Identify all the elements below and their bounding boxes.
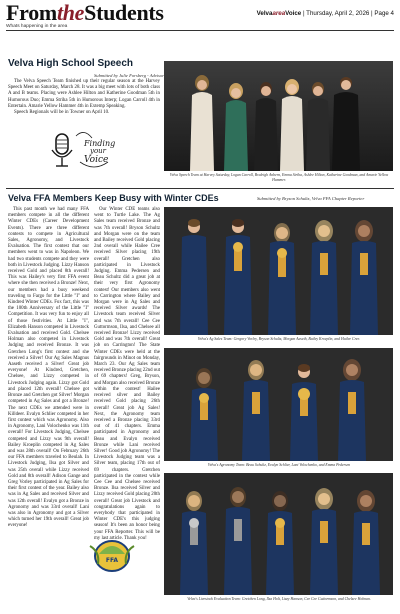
livestock-photo xyxy=(164,473,393,595)
section-title xyxy=(6,0,164,26)
brand-a: Velva xyxy=(256,10,273,17)
title-the: the xyxy=(56,0,85,25)
section-rule xyxy=(6,188,394,189)
caption-agronomy: Velva's Agronomy Team: Beau Schultz, Evalyn Schlier, Lani Volochenko, and Emma Pedersen xyxy=(207,463,351,467)
masthead xyxy=(6,0,394,25)
masthead-info xyxy=(257,10,394,17)
microphone-icon xyxy=(52,134,72,166)
byline-ffa: Submitted by Bryson Schultz, Velva FFA Chapter Reporter xyxy=(257,196,365,201)
brand-c: Voice xyxy=(285,10,302,17)
date-line: | Thursday, April 2, 2026 | Page 4 xyxy=(301,10,394,17)
ag-sales-photo xyxy=(164,207,393,335)
caption-ag-sales: Velva's Ag Sales Team: Gregory Vorley, Bryson Schultz, Morgan Aaseth, Bailey Kroeplin, and Hailee Cree. xyxy=(197,337,361,341)
speech-paragraph: The Velva Speech Team finished up their regular season at the Harvey Speech Meet on Saturday, March 28. It was a big meet with lots of both class A and B teams. Placing were Ashlee Hilton and Katherine Goodman 5th in Humorous Duo; Emma Striha 5th in Humorous Interp; Logan Carroll 4th in Entertain. Amarie Yellow Hammer 4th in Extemp Speaking. xyxy=(8,79,160,109)
logo-line-1: Finding xyxy=(84,139,116,148)
paper-brand xyxy=(257,10,302,17)
ffa-emblem-icon xyxy=(86,534,138,576)
agronomy-figures xyxy=(164,348,393,461)
logo-line-2: your xyxy=(90,147,107,155)
tagline: Whats happening in the area xyxy=(6,24,68,29)
caption-livestock: Velva's Livestock Evaluation Team: Gretchen Long, Ilsa Holt, Lizzy Hanson, Cee Cee Guttormson, and Chelsee Holman. xyxy=(187,597,371,601)
agronomy-photo xyxy=(164,348,393,461)
speech-team-photo xyxy=(164,61,393,171)
finding-your-voice-logo xyxy=(46,122,126,180)
title-from: From xyxy=(6,0,57,25)
caption-speech: Velva Speech Team at Harvey Saturday, Logan Carroll, Braleigh Anbern, Emma Striha, Ashlee Hilton, Katherine Goodman, and Amarie Yellow Hammer. xyxy=(169,173,389,182)
speech-body xyxy=(8,79,160,116)
ffa-column-1: This past month we had many FFA members compete in all the different Winter CDEs (Career Development Events). There are three different contests to compete in Agricultural Sales, Agronomy, and Livestock Evaluation. The first contest that our members went to was in Napoleon. We had two students compete and they were both in Livestock Judging. Lizzy Hanson received Gold and placed 8th overall! This was Hailey's very first FFA event where she then received a Bronze! Next, our members had a busy weekend traveling to Fargo for the Little "I" and Kindred Winter CDEs. Fox fact, this was the 100th Anniversary of the Little "I" Competition. It was very fun to enjoy all of those festivities. At Little "I", Elizabeth Hanson competed in Livestock Evaluation and received Gold. Chelsee Holman also competed in Livestock Judging and received Bronze. It was Gretchen Long's first contest and she received a Silver! Our Ag Sales Magnus Aaseth received a Silver! Great job everyone! At Kindred, Gretchen, Chelsee, and Lizzy competed in Livestock Judging again. Lizzy got Gold and placed 12th overall! Chelsee got Bronze and Gretchen got Silver! Morgan competed in Ag Sales and got a Bronze! The next CDEs we attended were in Killdeer. Evalyn Schlier competed in her first contest which was Agronomy. Also in Agronomy, Lani Volochenko was 11th overall! For Livestock Judging, Chelsee competed and Lizzy was 9th overall! Bailey Kroeplin competed in Ag Sales and was 28th overall! On February 26th our FFA members traveled to Beulah. In Livestock Judging, Ilsa got Silver and was 25th overall while Lizzy received Gold and 8th overall! Adison Gange and Greg Vorley participated in Ag Sales for their first contest of the year. Bailey also was in Ag Sales and received Silver and was 12th overall! Evalyn got a Bronze in Agronomy and was 33rd overall! Lani was also in Agronomy and got a Silver which turned her 19th overall! Great job everyone! xyxy=(8,207,89,529)
livestock-figures xyxy=(164,473,393,595)
title-students: Students xyxy=(84,0,164,25)
speech-paragraph: Speech Regionals will be in Towner on April 10. xyxy=(14,110,110,116)
headline-ffa: Velva FFA Members Keep Busy with Winter CDEs xyxy=(8,193,219,203)
speech-team-figures xyxy=(164,61,393,171)
ag-sales-figures xyxy=(164,207,393,335)
byline-speech: Submitted by Julie Forsberg - Advisor xyxy=(94,73,165,78)
emblem-text: FFA xyxy=(105,557,119,564)
brand-b: area xyxy=(272,10,286,17)
logo-line-3: Voice xyxy=(84,155,109,165)
header-rule xyxy=(6,30,394,31)
headline-speech: Velva High School Speech xyxy=(8,58,134,69)
ffa-column-2: Our Winter CDE teams also went to Turtle Lake. The Ag Sales team received Bronze and was 7th overall! Bryson Schultz and Morgan were on the team and Bailey received Gold placing 2nd overall while Hailee Cree received Silver placing 19th overall! Gretchen also participated in Livestock Judging. Emma Pedersen and Beau Schultz did a great job at their very first Agronomy contest! Our members also went to Carrington where Bailey and Morgan were in Ag Sales and received Silver awards! The Livestock team received Silver and was 7th overall! Cee Cee Guttormson, Ilsa, and Chelsee all received Bronze! Lizzy received Gold and was 7th overall! Great job on Carrington! The State Winter CDEs were held at the fairgrounds in Minot on Monday, March 23. Our Ag Sales team received Bronze placing 22nd out of 69 chapters! Greg, Bryson, and Morgan also received Bronze within the contest! Hailee received silver and Bailey received Gold placing 26th overall! Great job Ag Sales! Next, the Agronomy team received a Bronze placing 33rd out of 41 chapters. Emma participated in Agronomy and Beau and Evalyn received Bronze while Lani received Silver! Good job Agronomy! The Livestock Judging team was a Silver team, placing 17th out of 69 chapters. Gretchen participated in the contest while Cee Cee and Chelsee received Bronze. Ilsa received Silver and Lizzy received Gold placing 20th overall! Great job Livestock and congratulations again to everybody that participated in Winter CDE's this judging season! It's been an honor being your FFA Reporter. This will be my last article. Thank you! xyxy=(94,207,160,541)
